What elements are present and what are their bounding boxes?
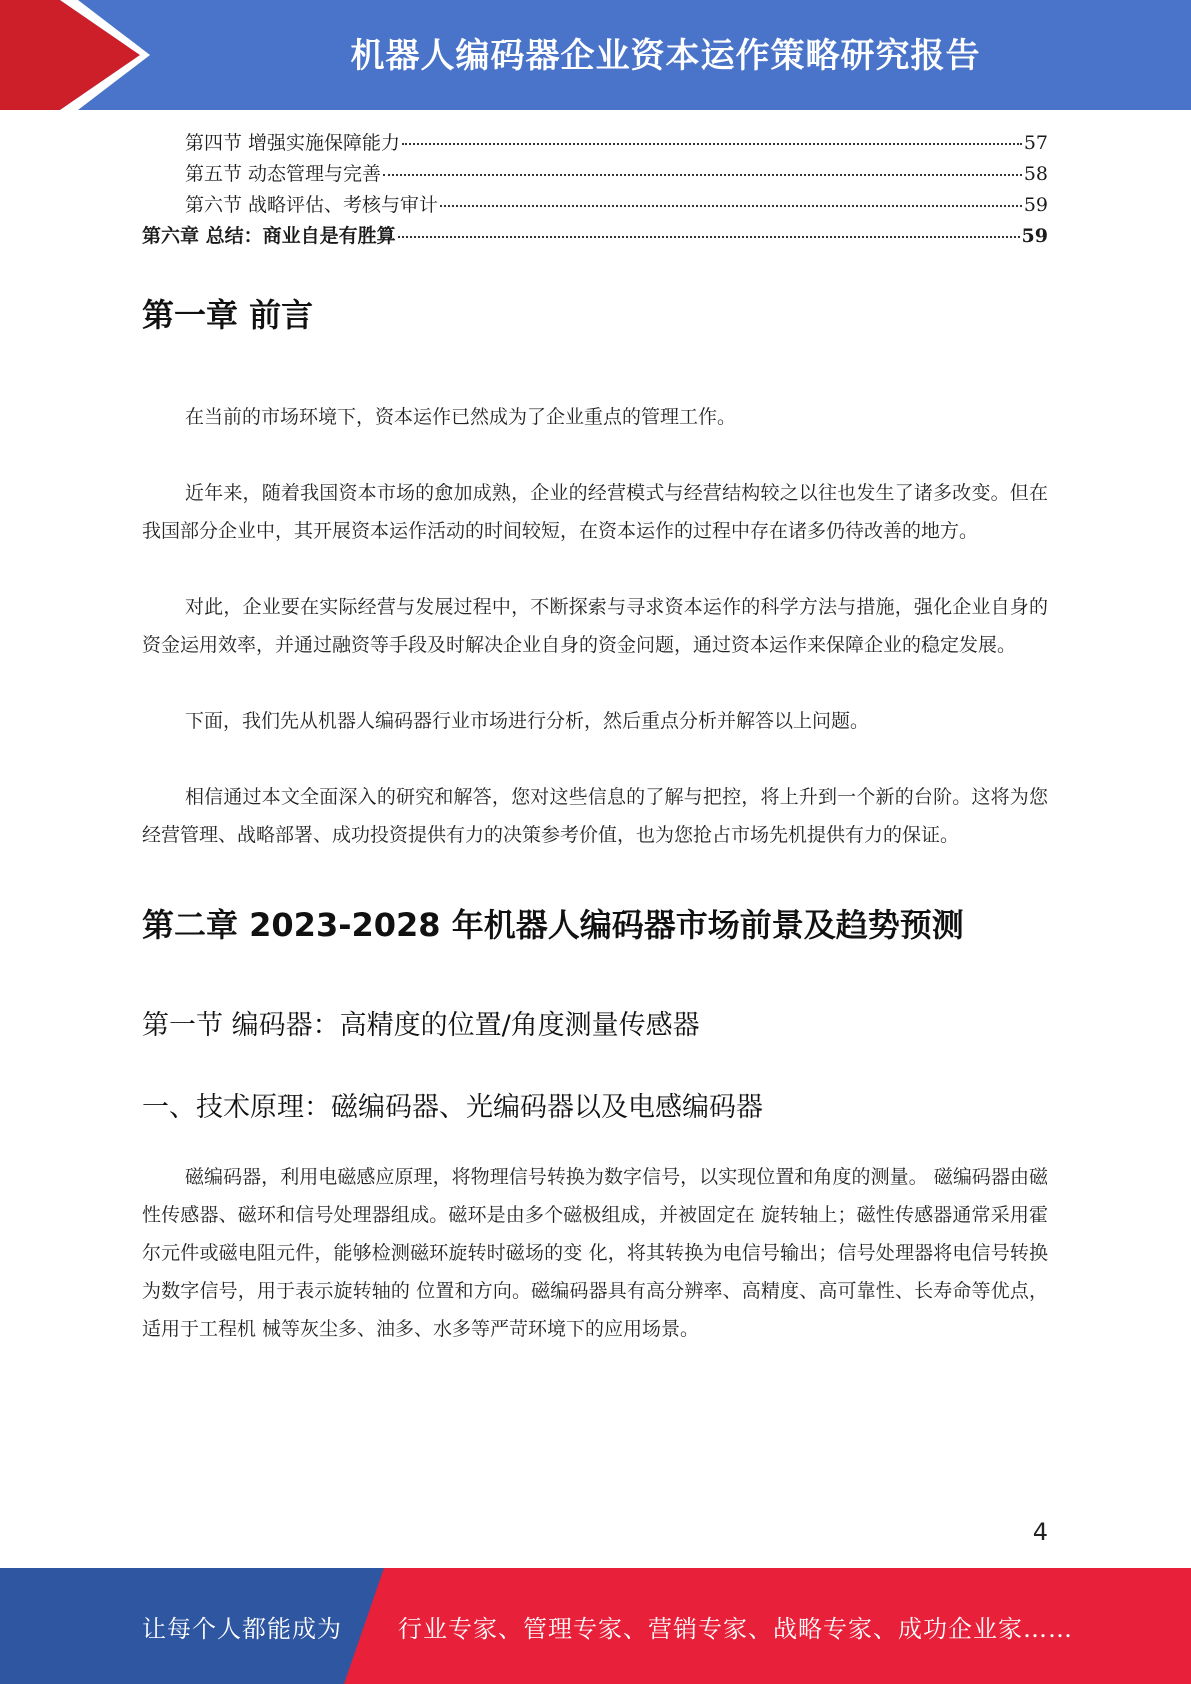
toc-entry-title: 第六节 战略评估、考核与审计 (185, 194, 439, 216)
footer-slogan-left: 让每个人都能成为 (142, 1614, 342, 1643)
red-chevron-decoration (0, 0, 160, 110)
toc-entry-page: 57 (1023, 132, 1048, 154)
toc-entry[interactable] (142, 159, 1048, 190)
paragraph: 下面，我们先从机器人编码器行业市场进行分析，然后重点分析并解答以上问题。 (185, 710, 870, 732)
footer-slogan-right: 行业专家、管理专家、营销专家、战略专家、成功企业家…… (398, 1614, 1073, 1643)
toc-chapter-entry[interactable] (142, 221, 1048, 252)
toc-entry[interactable] (142, 190, 1048, 221)
report-title: 机器人编码器企业资本运作策略研究报告 (350, 35, 981, 76)
document-body (142, 290, 1048, 1348)
toc-leader-dots (440, 205, 1022, 207)
toc-entry-title: 第四节 增强实施保障能力 (185, 132, 401, 154)
page-footer (0, 1568, 1191, 1684)
paragraph: 相信通过本文全面深入的研究和解答，您对这些信息的了解与把控，将上升到一个新的台阶。这将为您经营管理、战略部署、成功投资提供有力的决策参考价值，也为您抢占市场先机提供有力的保证。 (142, 786, 1048, 846)
toc-entry-title: 第六章 总结：商业自是有胜算 (142, 225, 396, 247)
toc-leader-dots (383, 174, 1022, 176)
paragraph: 在当前的市场环境下，资本运作已然成为了企业重点的管理工作。 (185, 406, 737, 428)
subsection-heading: 一、技术原理：磁编码器、光编码器以及电感编码器 (142, 1092, 763, 1123)
section-heading: 第一节 编码器：高精度的位置/角度测量传感器 (142, 1010, 700, 1041)
toc-entry-page: 59 (1023, 194, 1048, 216)
chapter-2-heading: 第二章 2023-2028 年机器人编码器市场前景及趋势预测 (142, 906, 964, 944)
toc-leader-dots (402, 143, 1022, 145)
table-of-contents (142, 128, 1048, 252)
paragraph: 磁编码器，利用电磁感应原理，将物理信号转换为数字信号，以实现位置和角度的测量。 磁编码器由磁性传感器、磁环和信号处理器组成。磁环是由多个磁极组成，并被固定在 旋转轴上；磁性传感器通常采用霍尔元件或磁电阻元件，能够检测磁环旋转时磁场的变 化，将其转换为电信号输出；信号处理器将电信号转换为数字信号，用于表示旋转轴的 位置和方向。磁编码器具有高分辨率、高精度、高可靠性、长寿命等优点，适用于工程机 械等灰尘多、油多、水多等严苛环境下的应用场景。 (142, 1166, 1048, 1340)
toc-entry[interactable] (142, 128, 1048, 159)
toc-entry-page: 58 (1023, 163, 1048, 185)
toc-leader-dots (398, 236, 1020, 238)
page-header (0, 0, 1191, 110)
page-number: 4 (1032, 1518, 1048, 1546)
toc-entry-page: 59 (1021, 225, 1048, 247)
paragraph: 近年来，随着我国资本市场的愈加成熟，企业的经营模式与经营结构较之以往也发生了诸多改变。但在我国部分企业中，其开展资本运作活动的时间较短，在资本运作的过程中存在诸多仍待改善的地方。 (142, 482, 1048, 542)
chapter-1-heading: 第一章 前言 (142, 296, 314, 334)
toc-entry-title: 第五节 动态管理与完善 (185, 163, 382, 185)
paragraph: 对此，企业要在实际经营与发展过程中，不断探索与寻求资本运作的科学方法与措施，强化企业自身的资金运用效率，并通过融资等手段及时解决企业自身的资金问题，通过资本运作来保障企业的稳定发展。 (142, 596, 1048, 656)
